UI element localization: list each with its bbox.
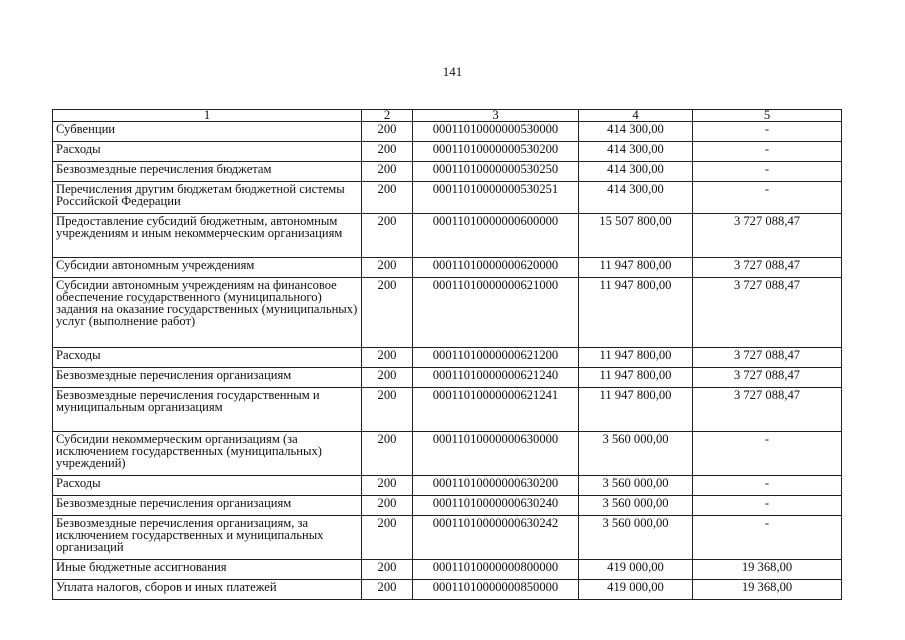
row-amount-approved: 11 947 800,00 (579, 348, 693, 368)
row-classification-code: 00011010000000530251 (413, 182, 579, 214)
row-classification-code: 00011010000000621200 (413, 348, 579, 368)
row-name: Расходы (53, 476, 362, 496)
table-row (53, 214, 842, 258)
row-amount-executed: 3 727 088,47 (693, 278, 842, 348)
row-code-admin: 200 (362, 496, 413, 516)
row-amount-executed: 19 368,00 (693, 580, 842, 600)
row-classification-code: 00011010000000800000 (413, 560, 579, 580)
row-amount-approved: 419 000,00 (579, 560, 693, 580)
table-row (53, 476, 842, 496)
row-code-admin: 200 (362, 278, 413, 348)
row-code-admin: 200 (362, 348, 413, 368)
row-classification-code: 00011010000000620000 (413, 258, 579, 278)
row-code-admin: 200 (362, 182, 413, 214)
row-amount-approved: 3 560 000,00 (579, 516, 693, 560)
row-classification-code: 00011010000000630242 (413, 516, 579, 560)
row-amount-approved: 3 560 000,00 (579, 496, 693, 516)
row-amount-executed: 19 368,00 (693, 560, 842, 580)
row-amount-executed: 3 727 088,47 (693, 214, 842, 258)
row-name: Субсидии некоммерческим организациям (за исключением государственных (муниципальных) учреждений) (53, 432, 362, 476)
row-classification-code: 00011010000000630000 (413, 432, 579, 476)
budget-table (52, 109, 842, 600)
row-amount-approved: 3 560 000,00 (579, 432, 693, 476)
row-amount-executed: - (693, 476, 842, 496)
row-code-admin: 200 (362, 142, 413, 162)
row-name: Иные бюджетные ассигнования (53, 560, 362, 580)
row-name: Безвозмездные перечисления государственным и муниципальным организациям (53, 388, 362, 432)
row-code-admin: 200 (362, 258, 413, 278)
row-classification-code: 00011010000000621241 (413, 388, 579, 432)
row-code-admin: 200 (362, 162, 413, 182)
row-amount-executed: - (693, 162, 842, 182)
row-classification-code: 00011010000000630240 (413, 496, 579, 516)
table-row (53, 516, 842, 560)
row-name: Безвозмездные перечисления организациям (53, 368, 362, 388)
column-header-3: 3 (413, 110, 579, 122)
table-row (53, 560, 842, 580)
row-amount-approved: 414 300,00 (579, 122, 693, 142)
row-code-admin: 200 (362, 560, 413, 580)
row-name: Расходы (53, 348, 362, 368)
row-name: Субвенции (53, 122, 362, 142)
table-row (53, 142, 842, 162)
row-code-admin: 200 (362, 580, 413, 600)
row-code-admin: 200 (362, 476, 413, 496)
row-amount-executed: 3 727 088,47 (693, 258, 842, 278)
table-row (53, 122, 842, 142)
row-name: Безвозмездные перечисления организациям, за исключением государственных и муниципальных организаций (53, 516, 362, 560)
row-amount-approved: 11 947 800,00 (579, 388, 693, 432)
row-name: Безвозмездные перечисления бюджетам (53, 162, 362, 182)
row-classification-code: 00011010000000600000 (413, 214, 579, 258)
row-classification-code: 00011010000000530250 (413, 162, 579, 182)
row-code-admin: 200 (362, 214, 413, 258)
column-header-1: 1 (53, 110, 362, 122)
row-code-admin: 200 (362, 368, 413, 388)
row-name: Безвозмездные перечисления организациям (53, 496, 362, 516)
row-code-admin: 200 (362, 516, 413, 560)
row-amount-executed: 3 727 088,47 (693, 368, 842, 388)
row-classification-code: 00011010000000530000 (413, 122, 579, 142)
table-row (53, 580, 842, 600)
row-amount-executed: - (693, 496, 842, 516)
row-classification-code: 00011010000000621000 (413, 278, 579, 348)
row-amount-approved: 11 947 800,00 (579, 258, 693, 278)
row-code-admin: 200 (362, 432, 413, 476)
row-amount-executed: - (693, 432, 842, 476)
table-row (53, 368, 842, 388)
column-header-5: 5 (693, 110, 842, 122)
row-classification-code: 00011010000000630200 (413, 476, 579, 496)
row-amount-approved: 11 947 800,00 (579, 278, 693, 348)
row-amount-approved: 3 560 000,00 (579, 476, 693, 496)
table-row (53, 182, 842, 214)
row-amount-approved: 414 300,00 (579, 142, 693, 162)
row-amount-executed: 3 727 088,47 (693, 388, 842, 432)
column-header-4: 4 (579, 110, 693, 122)
row-name: Субсидии автономным учреждениям (53, 258, 362, 278)
row-amount-approved: 419 000,00 (579, 580, 693, 600)
table-row (53, 388, 842, 432)
row-amount-approved: 414 300,00 (579, 162, 693, 182)
row-name: Перечисления другим бюджетам бюджетной системы Российской Федерации (53, 182, 362, 214)
row-amount-executed: - (693, 142, 842, 162)
row-code-admin: 200 (362, 388, 413, 432)
table-row (53, 162, 842, 182)
row-amount-approved: 15 507 800,00 (579, 214, 693, 258)
table-header-row (53, 110, 842, 122)
row-amount-executed: - (693, 182, 842, 214)
row-name: Уплата налогов, сборов и иных платежей (53, 580, 362, 600)
row-amount-executed: - (693, 122, 842, 142)
row-name: Предоставление субсидий бюджетным, автономным учреждениям и иным некоммерческим организациям (53, 214, 362, 258)
row-classification-code: 00011010000000530200 (413, 142, 579, 162)
table-row (53, 258, 842, 278)
row-name: Расходы (53, 142, 362, 162)
table-row (53, 278, 842, 348)
row-name: Субсидии автономным учреждениям на финансовое обеспечение государственного (муниципального) задания на оказание государственных (муниципальных) услуг (выполнение работ) (53, 278, 362, 348)
column-header-2: 2 (362, 110, 413, 122)
row-amount-executed: - (693, 516, 842, 560)
page-number: 141 (442, 64, 463, 79)
row-amount-executed: 3 727 088,47 (693, 348, 842, 368)
table-row (53, 348, 842, 368)
row-amount-approved: 414 300,00 (579, 182, 693, 214)
table-row (53, 432, 842, 476)
row-classification-code: 00011010000000850000 (413, 580, 579, 600)
row-classification-code: 00011010000000621240 (413, 368, 579, 388)
table-row (53, 496, 842, 516)
row-code-admin: 200 (362, 122, 413, 142)
row-amount-approved: 11 947 800,00 (579, 368, 693, 388)
